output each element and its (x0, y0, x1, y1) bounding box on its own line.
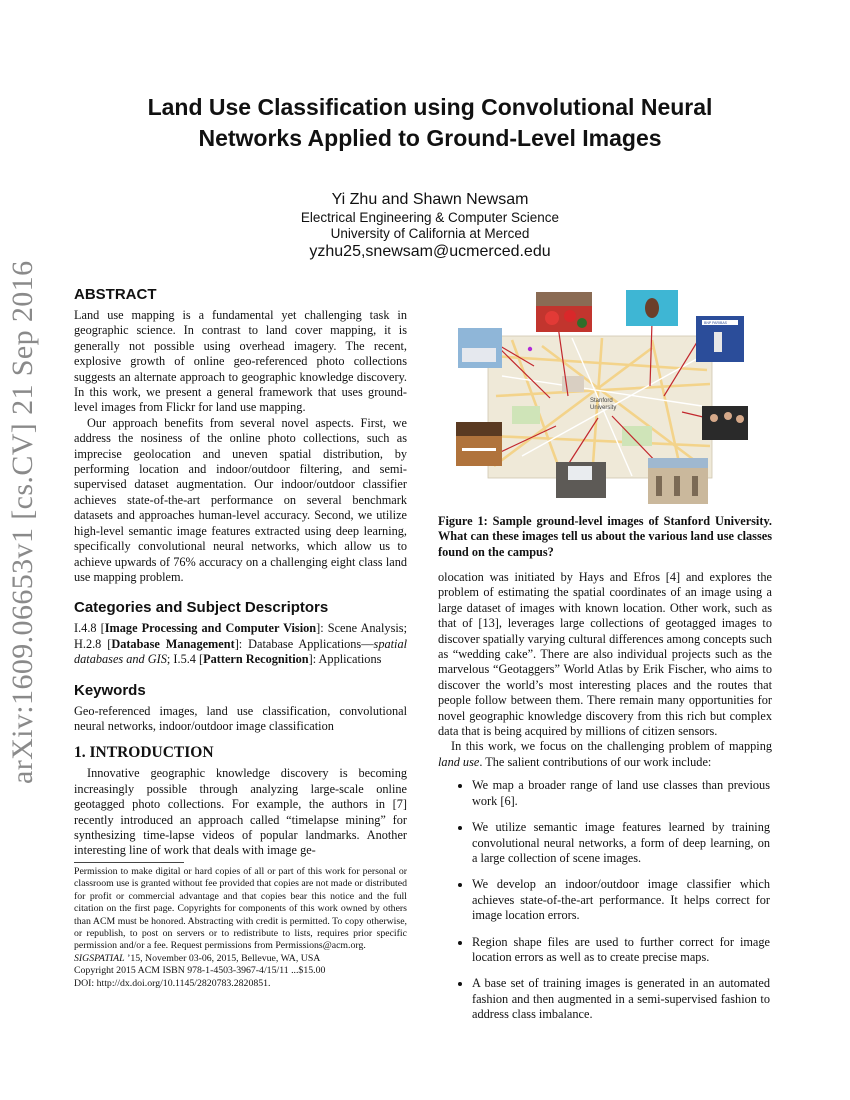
right-paragraph-1: olocation was initiated by Hays and Efros [4] and explores the problem of estimating the spatial coordinates of an image using a large dataset of images with known location. Other work, such as that of [13], leverages large collections of geotagged images to discover spatially varying cultural differences among concepts such as “wedding cake”. There are also individual projects such as the marvelous “Geotaggers” World Atlas by Erik Fischer, who aims to discover the world’s most interesting places and the routes that people follow between them. There remain many opportunities for novel geographic knowledge discovery from this rich but complex data that is being acquired by millions of citizen sensors. (438, 570, 772, 739)
abstract-paragraph-2: Our approach benefits from several novel aspects. First, we address the nosiness of the online photo collections, such as imprecise geolocation and uneven spatial distribution, by performing location and indoor/outdoor filtering, and semi-supervised dataset augmentation. Our indoor/outdoor classifier achieves state-of-the-art performance on several benchmark datasets and approaches human-level accuracy. Second, we utilize high-level semantic image features extracted using deep learning, specifically convolutional neural networks, which allow us to achieve upwards of 76% accuracy on a challenging eight class land use mapping problem. (74, 415, 407, 584)
keywords-text: Geo-referenced images, land use classification, convolutional neural networks, indoor/outdoor image classification (74, 703, 407, 733)
figure-1 (452, 286, 752, 510)
photo-people (702, 406, 748, 440)
photo-basketball (456, 422, 502, 466)
map-marker (528, 347, 532, 351)
map-label-university: University (590, 405, 617, 411)
right-paragraph-2: In this work, we focus on the challenging problem of mapping land use. The salient contributions of our work include: (438, 739, 772, 769)
figure-1-collage (452, 286, 752, 510)
contribution-item: • We develop an indoor/outdoor image classifier which achieves state-of-the-art performance. It helps correct for image location errors. (472, 877, 772, 923)
title-line-2: Networks Applied to Ground-Level Images (198, 125, 662, 151)
categories-text: I.4.8 [Image Processing and Computer Vision]: Scene Analysis; H.2.8 [Database Management]: Database Applications—spatial databases and GIS; I.5.4 [Pattern Recognition]: Applications (74, 621, 408, 667)
left-column (74, 286, 407, 859)
photo-building (648, 458, 708, 504)
footnote-rule (74, 862, 184, 863)
author-block (180, 190, 680, 262)
affiliation-department: Electrical Engineering & Computer Science (300, 210, 560, 225)
contribution-item: • A base set of training images is generated in an automated fashion and then augmented in a semi-supervised fashion to address class imbalance. (472, 976, 772, 1022)
permission-text: Permission to make digital or hard copies of all or part of this work for personal or classroom use is granted without fee provided that copies are not made or distributed for profit or commercial advantage and that copies bear this notice and the full citation on the first page. Copyrights for components of this work owned by others than ACM must be honored. Abstracting with credit is permitted. To copy otherwise, or republish, to post on servers or to redistribute to lists, requires prior specific permission and/or a fee. Request permissions from Permissions@acm.org. (74, 866, 407, 952)
affiliation-university: University of California at Merced (330, 226, 530, 241)
title-line-1: Land Use Classification using Convolutional Neural (147, 94, 713, 120)
conference-line: SIGSPATIAL ’15, November 03-06, 2015, Bellevue, WA, USA (74, 952, 321, 964)
contribution-item: • We utilize semantic image features learned by training convolutional neural networks, a form of deep learning, on a large collection of scene images. (472, 820, 772, 866)
author-email: yzhu25,snewsam@ucmerced.edu (309, 243, 551, 260)
introduction-heading: 1. INTRODUCTION (74, 744, 214, 762)
contributions-list (438, 778, 772, 1022)
keywords-heading: Keywords (74, 681, 146, 699)
permission-notice (74, 866, 407, 990)
paper-title (80, 92, 780, 154)
poster-text: BNP PARIBAS (704, 321, 728, 325)
figure-1-caption: Figure 1: Sample ground-level images of Stanford University. What can these images tell us about the various land use classes found on the campus? (438, 514, 772, 559)
arxiv-stamp: arXiv:1609.06653v1 [cs.CV] 21 Sep 2016 (6, 260, 39, 784)
map-park-2 (622, 426, 652, 446)
categories-heading: Categories and Subject Descriptors (74, 599, 329, 617)
photo-tennis (696, 316, 744, 362)
doi-line: DOI: http://dx.doi.org/10.1145/2820783.2820851. (74, 977, 271, 989)
right-column (438, 570, 772, 1034)
photo-flowers (536, 292, 592, 332)
introduction-paragraph-1: Innovative geographic knowledge discovery is becoming increasingly possible through analyzing large-scale online geotagged photo collections. For example, the authors in [7] recently introduced an approach called “timelapse mining” for synthesizing time-lapse videos of popular landmarks. Another interesting line of work that deals with image ge- (74, 766, 407, 858)
contribution-item: • We map a broader range of land use classes than previous work [6]. (472, 778, 772, 809)
copyright-line: Copyright 2015 ACM ISBN 978-1-4503-3967-4/15/11 ...$15.00 (74, 965, 326, 977)
map-park-1 (512, 406, 540, 424)
abstract-paragraph-1: Land use mapping is a fundamental yet challenging task in geographic science. In contrast to land cover mapping, it is generally not possible using overhead imagery. The recent, explosive growth of online geo-referenced photo collections suggests an alternate approach to geographic knowledge discovery. In this work, we present a general framework that uses ground-level images from Flickr for land use mapping. (74, 308, 407, 415)
author-names: Yi Zhu and Shawn Newsam (331, 191, 529, 208)
photo-classroom (556, 462, 606, 498)
map-label-stanford: Stanford (590, 398, 613, 404)
photo-bedroom (458, 328, 502, 368)
contribution-item: • Region shape files are used to further correct for image location errors as well as to create precise maps. (472, 935, 772, 966)
abstract-heading: ABSTRACT (74, 286, 157, 303)
photo-swimmer (626, 290, 678, 326)
